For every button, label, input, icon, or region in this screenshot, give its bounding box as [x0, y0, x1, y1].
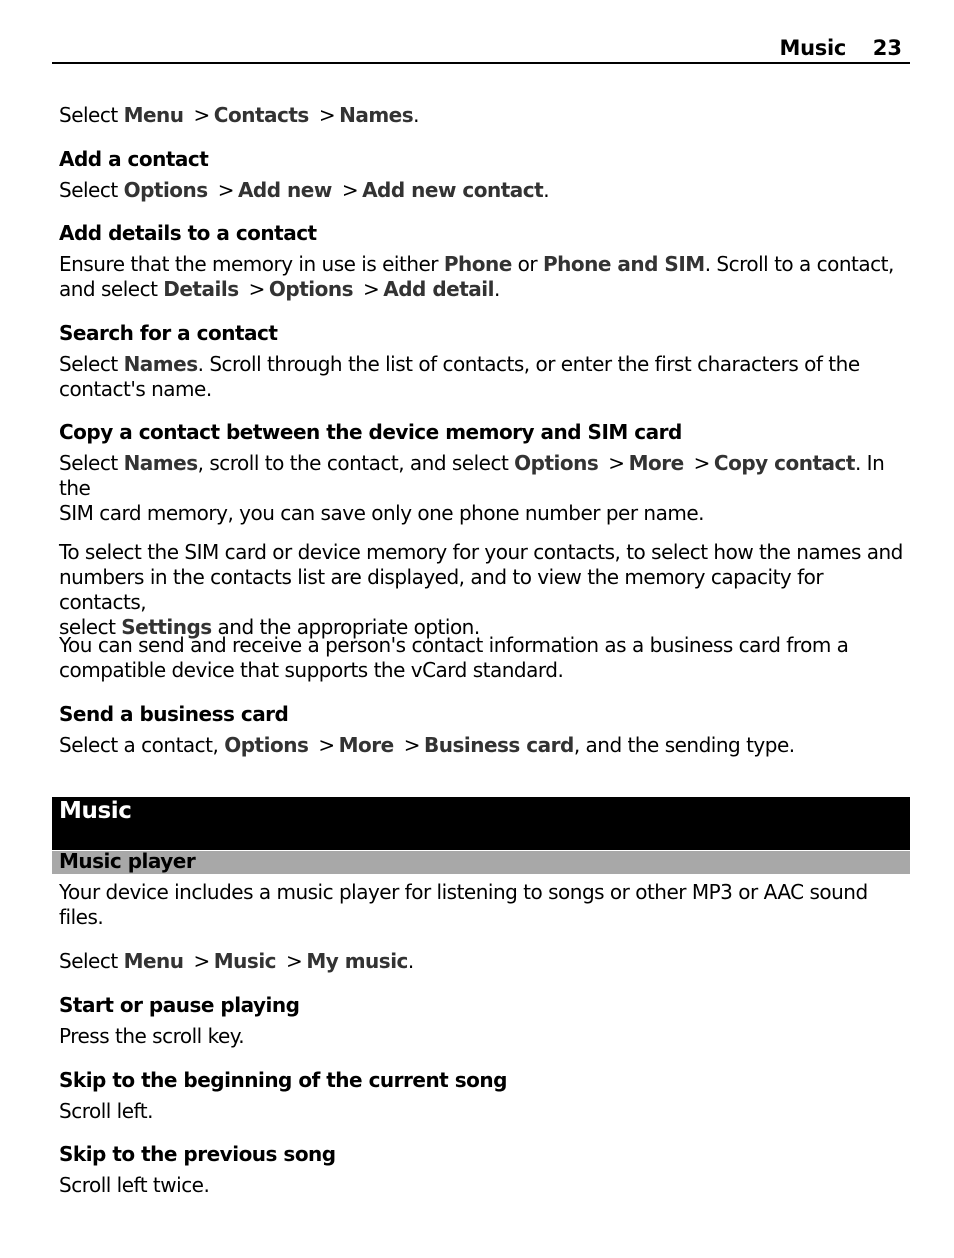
- music-section-title: Music: [59, 798, 132, 824]
- music-intro: Your device includes a music player for listening to songs or other MP3 or AAC sound files.: [59, 880, 868, 929]
- copy-heading: Copy a contact between the device memory and SIM card: [59, 420, 682, 444]
- header-section-title: Music: [779, 36, 846, 60]
- skip-prev-text: Scroll left twice.: [59, 1173, 210, 1197]
- skip-begin-heading: Skip to the beginning of the current song: [59, 1068, 507, 1092]
- add-details-heading: Add details to a contact: [59, 221, 317, 245]
- add-contact-heading: Add a contact: [59, 147, 209, 171]
- music-section-banner: [52, 797, 910, 850]
- settings-paragraph: To select the SIM card or device memory for your contacts, to select how the names and numbers in the contacts list are displayed, and to view the memory capacity for contacts, select Settings and the appropriate option.: [59, 540, 903, 639]
- copy-text: Select Names, scroll to the contact, and select Options > More > Copy contact. In the SIM card memory, you can save only one phone number per name.: [59, 451, 885, 525]
- page-header: [52, 36, 910, 64]
- add-contact-text: Select Options > Add new > Add new contact.: [59, 178, 550, 202]
- music-player-title: Music player: [59, 849, 196, 873]
- contacts-path: Select Menu > Contacts > Names.: [59, 103, 419, 127]
- start-pause-heading: Start or pause playing: [59, 993, 300, 1017]
- add-details-text: Ensure that the memory in use is either Phone or Phone and SIM. Scroll to a contact, and select Details > Options > Add detail.: [59, 252, 894, 301]
- page-number: 23: [872, 36, 902, 60]
- send-card-heading: Send a business card: [59, 702, 289, 726]
- start-pause-text: Press the scroll key.: [59, 1024, 245, 1048]
- skip-prev-heading: Skip to the previous song: [59, 1142, 336, 1166]
- skip-begin-text: Scroll left.: [59, 1099, 153, 1123]
- search-heading: Search for a contact: [59, 321, 278, 345]
- send-card-text: Select a contact, Options > More > Business card, and the sending type.: [59, 733, 795, 757]
- music-path: Select Menu > Music > My music.: [59, 949, 414, 973]
- vcard-paragraph: You can send and receive a person's contact information as a business card from a compatible device that supports the vCard standard.: [59, 633, 849, 682]
- search-text: Select Names. Scroll through the list of contacts, or enter the first characters of the contact's name.: [59, 352, 860, 401]
- music-player-subbanner: [52, 851, 910, 874]
